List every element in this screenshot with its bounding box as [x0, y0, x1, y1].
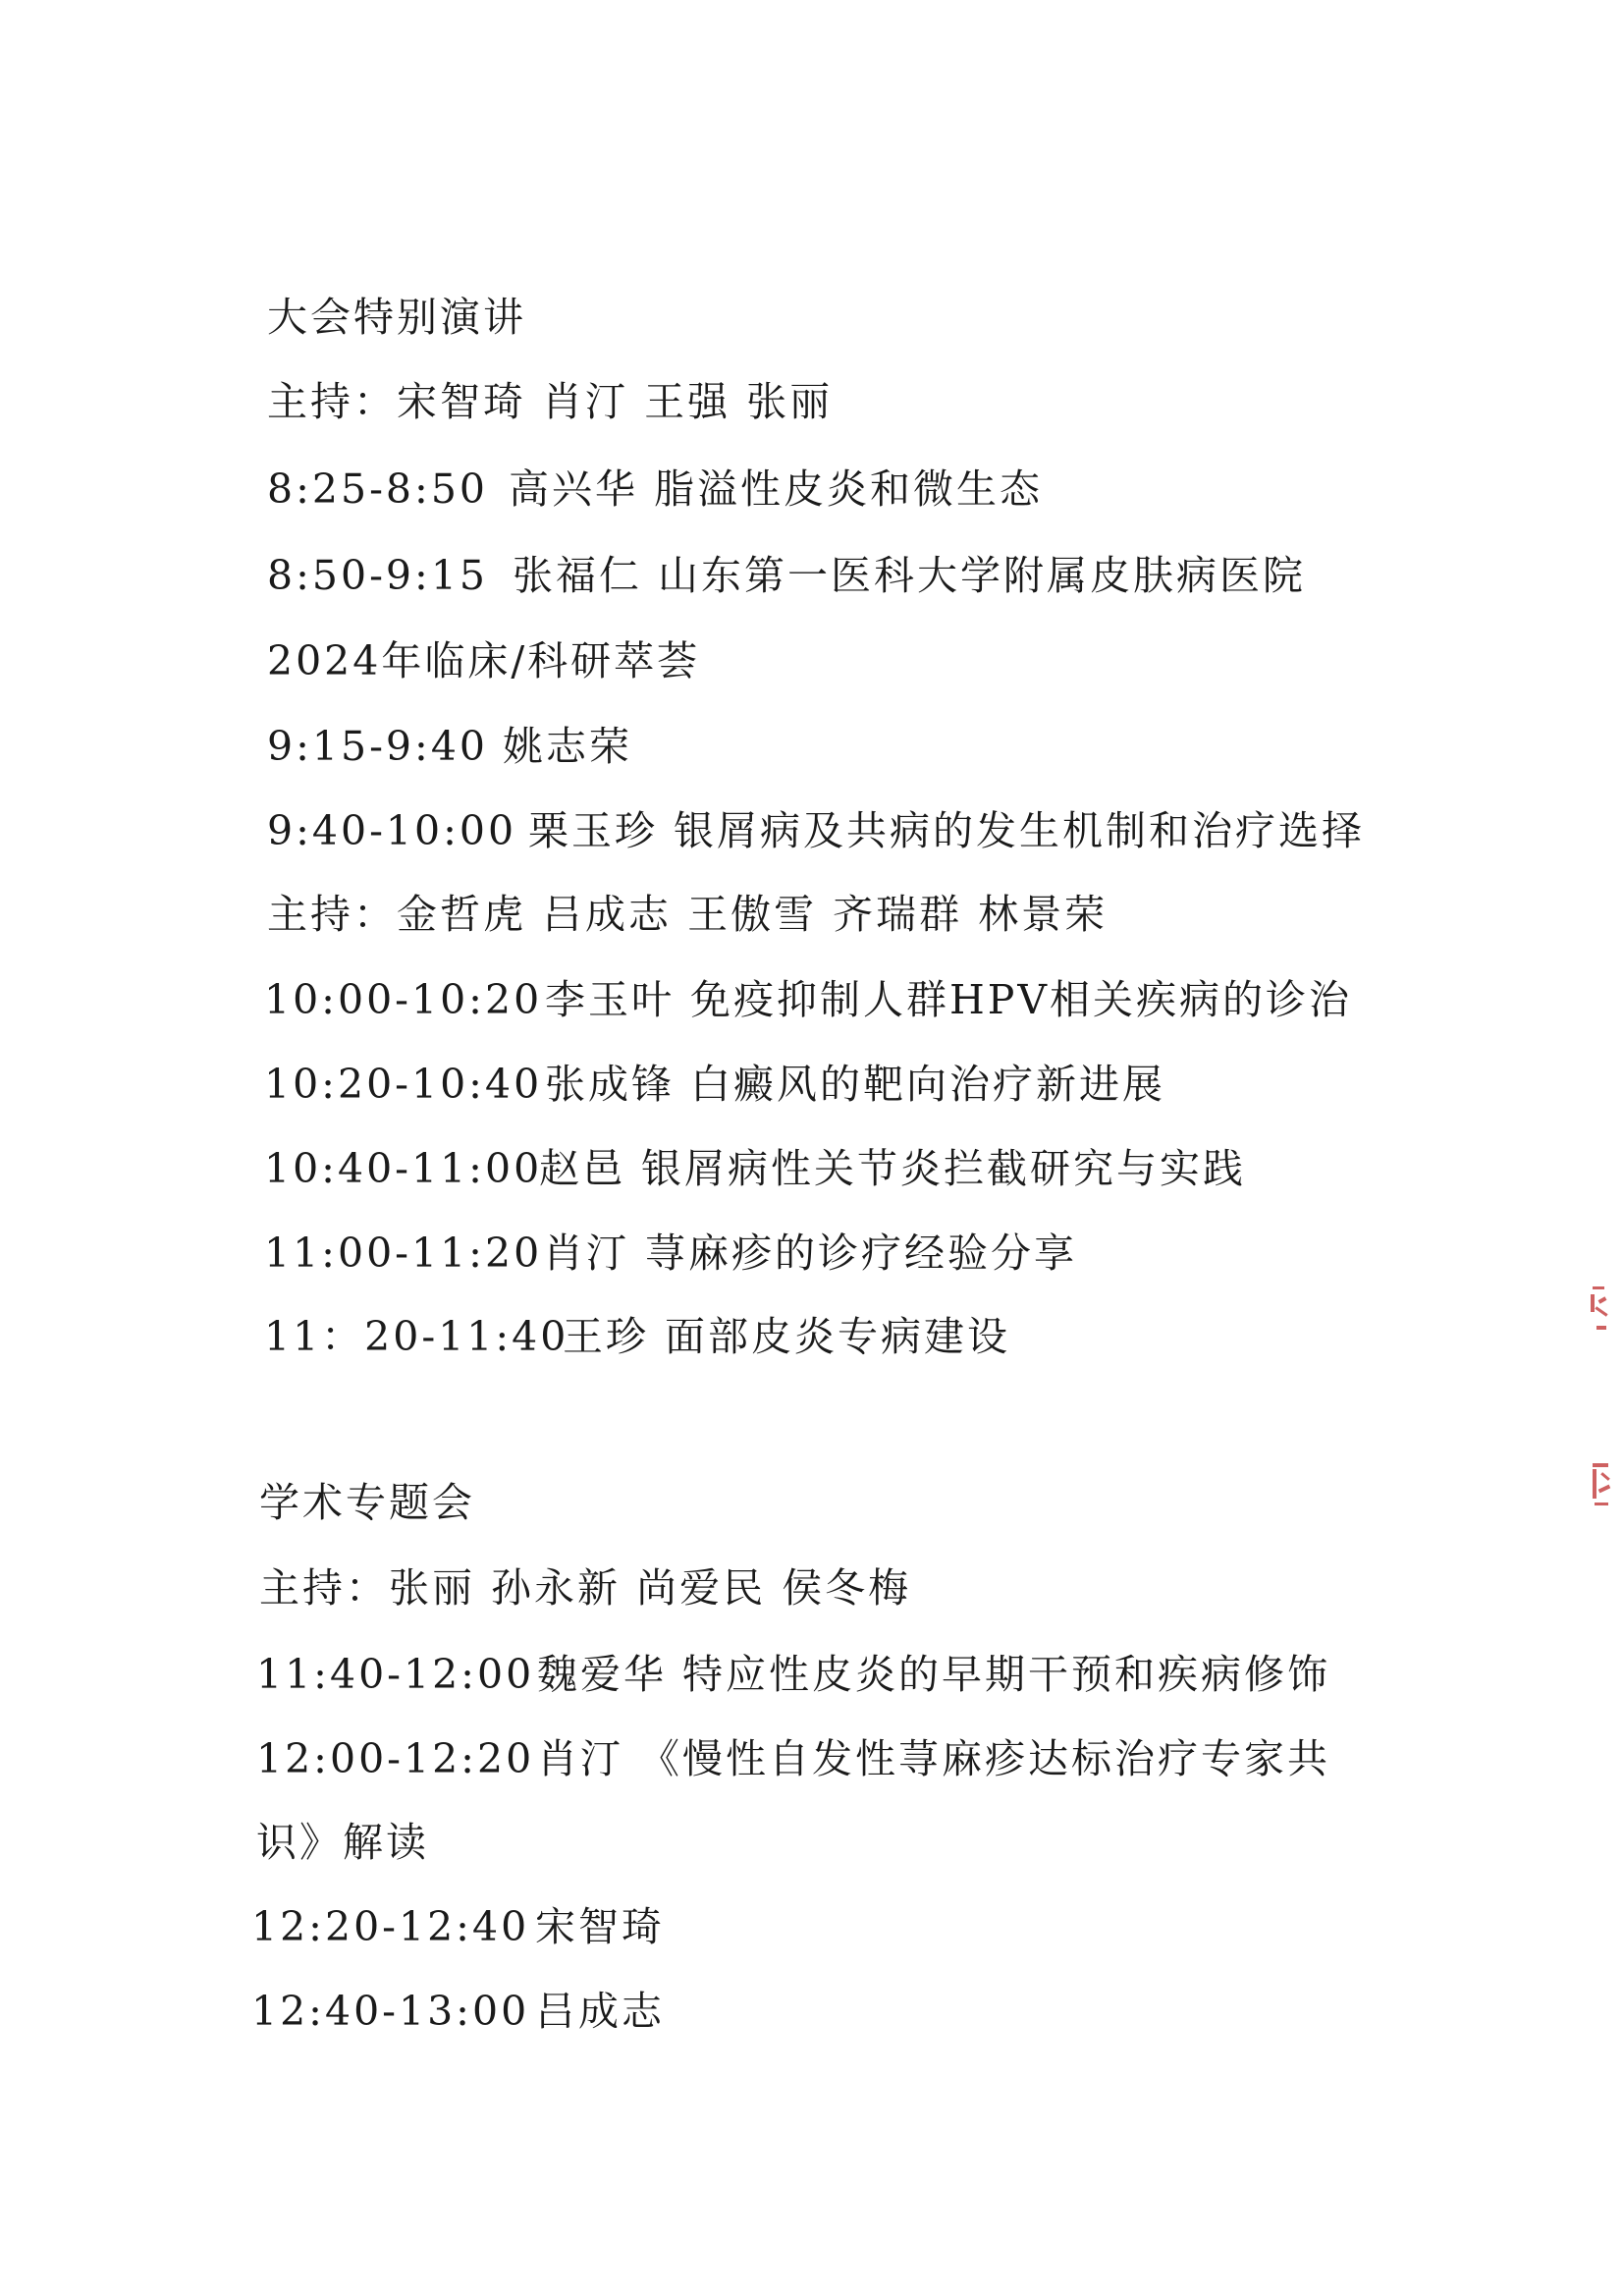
- schedule-text-continued: 2024年临床/科研萃荟: [267, 637, 701, 684]
- schedule-time: 10:20-10:40: [264, 1061, 543, 1108]
- schedule-text: 魏爱华 特应性皮炎的早期干预和疾病修饰: [537, 1651, 1331, 1698]
- seal-stamp-fragment: [1589, 1277, 1618, 1630]
- host-line: 主持：张丽 孙永新 尚爱民 侯冬梅: [259, 1564, 912, 1612]
- schedule-time: 11:00-11:20: [264, 1230, 543, 1277]
- schedule-text: 栗玉珍 银屑病及共病的发生机制和治疗选择: [528, 807, 1366, 854]
- schedule-text: 姚志荣: [503, 723, 632, 770]
- session-title: 大会特别演讲: [267, 294, 526, 341]
- schedule-text: 肖汀 《慢性自发性荨麻疹达标治疗专家共: [537, 1735, 1331, 1782]
- schedule-time: 11:40-12:00: [256, 1651, 535, 1698]
- schedule-text: 肖汀 荨麻疹的诊疗经验分享: [543, 1230, 1078, 1277]
- schedule-text: 张成锋 白癜风的靶向治疗新进展: [545, 1061, 1166, 1108]
- host-line: 主持：宋智琦 肖汀 王强 张丽: [267, 378, 834, 425]
- schedule-time: 8:25-8:50: [267, 465, 488, 513]
- schedule-time: 11：20-11:40: [264, 1313, 569, 1360]
- schedule-time: 9:15-9:40: [267, 723, 488, 770]
- schedule-time: 10:00-10:20: [264, 976, 543, 1023]
- schedule-time: 12:20-12:40: [251, 1903, 530, 1950]
- schedule-text: 张福仁 山东第一医科大学附属皮肤病医院: [513, 552, 1307, 599]
- host-line: 主持：金哲虎 吕成志 王傲雪 齐瑞群 林景荣: [267, 891, 1109, 938]
- schedule-time: 12:40-13:00: [251, 1988, 530, 2035]
- schedule-text: 吕成志: [535, 1988, 665, 2035]
- schedule-time: 10:40-11:00: [264, 1145, 543, 1192]
- schedule-text: 李玉叶 免疫抑制人群HPV相关疾病的诊治: [545, 976, 1352, 1023]
- session-title: 学术专题会: [259, 1479, 475, 1526]
- schedule-time: 12:00-12:20: [256, 1735, 535, 1782]
- schedule-text: 高兴华 脂溢性皮炎和微生态: [509, 465, 1044, 513]
- schedule-time: 9:40-10:00: [267, 807, 517, 854]
- schedule-text: 赵邑 银屑病性关节炎拦截研究与实践: [539, 1145, 1247, 1192]
- schedule-time: 8:50-9:15: [267, 552, 488, 599]
- schedule-text: 宋智琦: [535, 1903, 665, 1950]
- schedule-text-continued: 识》解读: [256, 1819, 429, 1866]
- schedule-text: 王珍 面部皮炎专病建设: [563, 1313, 1011, 1360]
